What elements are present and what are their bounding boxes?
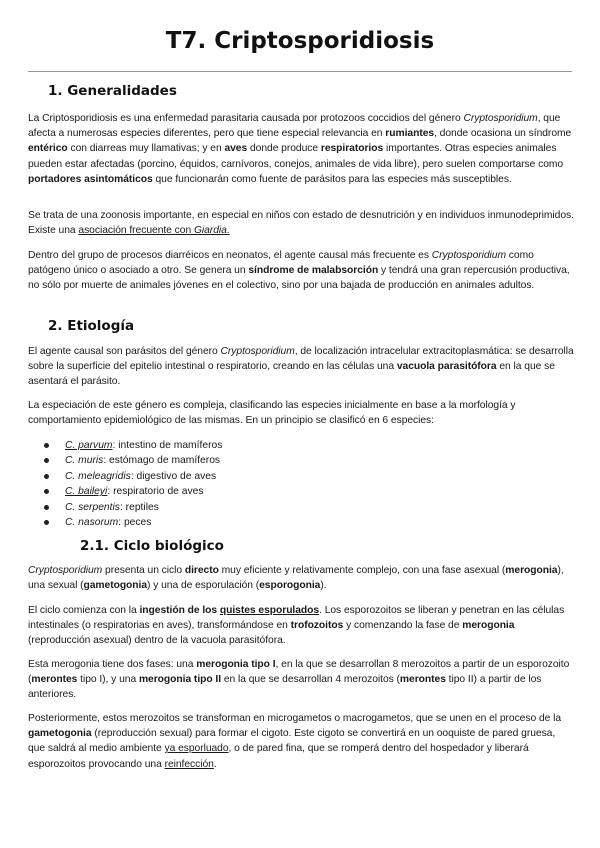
heading-generalidades: 1. Generalidades [48,83,177,99]
species-list [40,438,222,530]
list-item: C. serpentis: reptiles [40,500,222,515]
title-divider [28,71,572,72]
giardia-association-link: asociación frecuente con Giardia. [78,225,230,237]
paragraph-ciclo-4: Posteriormente, estos merozoitos se transforman en microgametos o macrogametos, que se unen en el proceso de la gametogonia (reproducción sexual) para formar el cigoto. Este cigoto se convertirá en un ooquiste de pared gruesa, que saldrá al medio ambiente ya esporluado, o de pared fina, que se romperá dentro del hospedador y liberará esporozoitos provocando una reinfección. [28,713,562,770]
heading-ciclo-biologico: 2.1. Ciclo biológico [80,538,224,554]
list-item: C. meleagridis: digestivo de aves [40,469,222,484]
list-item: C. baileyi: respiratorio de aves [40,484,222,499]
list-item: C. muris: estómago de mamíferos [40,453,222,468]
page-title: T7. Criptosporidiosis [165,28,435,54]
paragraph-ciclo-2: El ciclo comienza con la ingestión de los quistes esporulados. Los esporozoitos se liberan y penetran en las células intestinales (o respiratorias en aves), transformándose en trofozoitos y comenzando la fase de merogonia (reproducción asexual) dentro de la vacuola parasitófora. [28,605,565,647]
paragraph-ciclo-3: Esta merogonia tiene dos fases: una merogonia tipo I, en la que se desarrollan 8 merozoitos a partir de un esporozoito (merontes tipo I), y una merogonia tipo II en la que se desarrollan 4 merozoitos (merontes tipo II) a partir de los anteriores. [28,659,570,701]
paragraph-generalidades-3: Dentro del grupo de procesos diarréicos en neonatos, el agente causal más frecuente es Cryptosporidium como patógeno único o asociado a otro. Se genera un síndrome de malabsorción y tendrá una gran repercusión productiva, no sólo por muerte de animales jóvenes en el colectivo, sino por una bajada de producción en animales adultos. [28,250,570,292]
list-item: C. nasorum: peces [40,515,222,530]
paragraph-generalidades-2: Se trata de una zoonosis importante, en especial en niños con estado de desnutrición y en individuos inmunodeprimidos. Existe una asociación frecuente con Giardia. [28,210,574,237]
list-item: C. parvum: intestino de mamíferos [40,438,222,453]
paragraph-generalidades-1: La Criptosporidiosis es una enfermedad parasitaria causada por protozoos coccidios del género Cryptosporidium, que afecta a numerosas especies diferentes, pero que tiene especial relevancia en rumiantes, donde ocasiona un síndrome entérico con diarreas muy llamativas; y en aves donde produce respiratorios importantes. Otras especies animales pueden estar afectadas (porcino, équidos, carnívoros, conejos, animales de vida libre), pero suelen comportarse como portadores asintomáticos que funcionarán como fuente de parásitos para las especies más susceptibles. [28,113,572,185]
paragraph-etiologia-2: La especiación de este género es compleja, clasificando las especies inicialmente en base a la morfología y comportamiento epidemiológico de las mismas. En un principio se clasificó en 6 especies: [28,400,516,427]
paragraph-ciclo-1: Cryptosporidium presenta un ciclo directo muy eficiente y relativamente complejo, con una fase asexual (merogonia), una sexual (gametogonia) y una de esporulación (esporogonia). [28,565,564,592]
heading-etiologia: 2. Etiología [48,318,135,334]
paragraph-etiologia-1: El agente causal son parásitos del género Cryptosporidium, de localización intracelular extracitoplasmática: se desarrolla sobre la superficie del epitelio intestinal o respiratorio, creando en las células una vacuola parasitófora en la que se asentará el parásito. [28,346,574,388]
